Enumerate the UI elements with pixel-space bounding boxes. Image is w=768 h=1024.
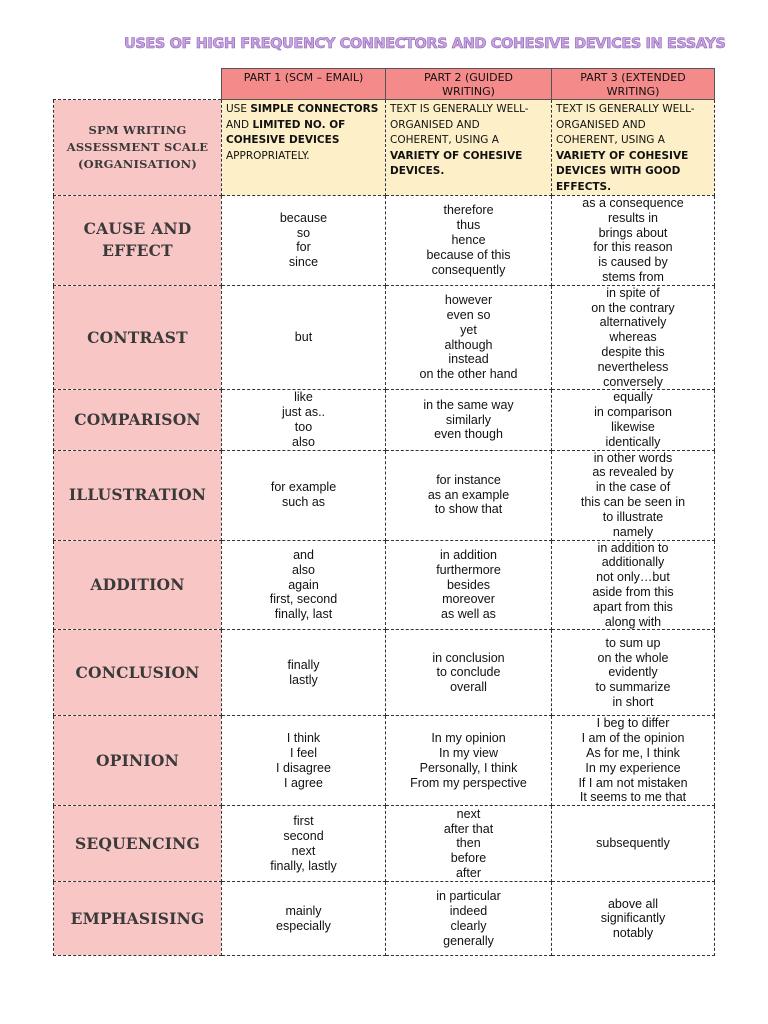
- connector-item: indeed: [449, 904, 488, 919]
- category-label-line: OPINION: [96, 750, 179, 770]
- category-row: [54, 806, 715, 882]
- connector-item: in the same way: [423, 397, 514, 412]
- empty-corner-cell: [54, 69, 222, 100]
- connector-item: likewise: [611, 419, 655, 434]
- connector-item: thus: [456, 218, 481, 233]
- category-row: [54, 882, 715, 956]
- connector-item: In my experience: [585, 760, 681, 775]
- category-label: [54, 450, 222, 540]
- connector-item: is caused by: [598, 255, 668, 270]
- part1-desc-seg: USE: [226, 103, 251, 115]
- part3-desc-line: EFFECTS.: [556, 180, 612, 193]
- connector-item: finally, last: [274, 607, 333, 622]
- category-label: [54, 882, 222, 956]
- part2-desc-line: DEVICES.: [390, 165, 445, 177]
- connector-item: and: [293, 547, 314, 562]
- connector-item: similarly: [445, 412, 492, 427]
- scale-label-line: ASSESSMENT SCALE: [66, 140, 209, 154]
- connectors-table: [53, 68, 715, 956]
- connector-item: lastly: [289, 672, 318, 687]
- connector-item: conversely: [603, 374, 663, 389]
- connector-item: stems from: [602, 269, 664, 284]
- part2-header-line1: PART 2 (GUIDED: [423, 71, 513, 84]
- category-label: [54, 716, 222, 806]
- connector-item: above all: [607, 896, 659, 911]
- part2-connectors-cell: [386, 806, 552, 882]
- connector-item: after: [455, 866, 481, 881]
- connector-item: I think: [286, 731, 321, 746]
- part3-connectors-cell: [552, 882, 715, 956]
- part2-connectors-cell: [386, 540, 552, 630]
- connector-item: namely: [612, 524, 654, 539]
- part2-description: [386, 100, 552, 196]
- connector-item: on the other hand: [419, 367, 518, 382]
- connector-item: instead: [448, 352, 489, 367]
- connector-item: like: [294, 390, 313, 405]
- category-label: [54, 540, 222, 630]
- part2-connectors-cell: [386, 882, 552, 956]
- category-label: [54, 390, 222, 450]
- category-label: [54, 285, 222, 390]
- category-label: [54, 196, 222, 286]
- part2-connectors-cell: [386, 630, 552, 716]
- part2-desc-line: VARIETY OF COHESIVE: [390, 149, 523, 162]
- connector-item: even so: [446, 307, 491, 322]
- part1-connectors-cell: [222, 196, 386, 286]
- category-label-line: EMPHASISING: [70, 908, 205, 928]
- part1-desc-seg: LIMITED NO. OF COHESIVE DEVICES: [226, 118, 346, 146]
- header-row: [54, 69, 715, 100]
- connector-item: next: [291, 843, 316, 858]
- connector-item: in other words: [593, 450, 673, 465]
- connector-item: furthermore: [436, 562, 501, 577]
- part2-desc-line: COHERENT, USING A: [390, 134, 499, 146]
- connector-item: It seems to me that: [579, 790, 687, 805]
- part2-connectors-cell: [386, 716, 552, 806]
- part1-connectors-cell: [222, 806, 386, 882]
- connector-item: despite this: [601, 344, 665, 359]
- part1-connectors-cell: [222, 716, 386, 806]
- connector-item: as a consequence: [582, 196, 684, 210]
- part3-connectors-cell: [552, 285, 715, 390]
- part2-connectors-cell: [386, 285, 552, 390]
- connector-item: as an example: [427, 487, 510, 502]
- part3-connectors-cell: [552, 630, 715, 716]
- part3-connectors-cell: [552, 450, 715, 540]
- category-row: [54, 390, 715, 450]
- category-row: [54, 285, 715, 390]
- category-label-line: CAUSE AND: [83, 219, 192, 239]
- connector-item: next: [456, 806, 481, 821]
- connector-item: second: [283, 829, 324, 844]
- connector-item: I feel: [289, 746, 318, 761]
- connector-item: also: [292, 434, 315, 449]
- connector-item: As for me, I think: [586, 746, 680, 761]
- category-row: [54, 716, 715, 806]
- connector-item: as well as: [441, 607, 496, 622]
- connector-item: mainly: [285, 904, 322, 919]
- part1-connectors-cell: [222, 630, 386, 716]
- connector-item: in addition to: [597, 540, 669, 555]
- connector-item: in short: [612, 695, 654, 710]
- connector-item: to show that: [434, 502, 503, 517]
- connector-item: identically: [605, 434, 661, 449]
- part3-connectors-cell: [552, 196, 715, 286]
- connector-item: however: [444, 293, 493, 308]
- connector-item: yet: [460, 322, 477, 337]
- connector-item: in conclusion: [432, 650, 505, 665]
- connector-item: significantly: [600, 911, 666, 926]
- part3-desc-line: ORGANISED AND: [556, 118, 646, 131]
- connector-item: whereas: [609, 330, 657, 345]
- connector-item: hence: [451, 232, 486, 247]
- connector-item: in addition: [440, 547, 497, 562]
- part2-desc-line: ORGANISED AND: [390, 118, 480, 131]
- connector-item: on the contrary: [591, 300, 675, 315]
- part3-connectors-cell: [552, 716, 715, 806]
- connector-item: nevertheless: [597, 359, 669, 374]
- part2-connectors-cell: [386, 450, 552, 540]
- connector-item: also: [292, 562, 315, 577]
- connector-item: I agree: [284, 775, 323, 790]
- connector-item: even though: [434, 427, 503, 442]
- connector-item: to summarize: [595, 680, 671, 695]
- part3-desc-line: VARIETY OF COHESIVE: [556, 149, 689, 162]
- connector-item: too: [294, 419, 313, 434]
- part1-desc-seg: APPROPRIATELY.: [226, 149, 310, 162]
- connector-item: subsequently: [596, 836, 670, 851]
- part3-desc-line: TEXT IS GENERALLY WELL-: [556, 103, 695, 115]
- connector-item: such as: [281, 495, 326, 510]
- connector-item: alternatively: [599, 315, 667, 330]
- connector-item: as revealed by: [592, 465, 674, 480]
- connector-item: I disagree: [276, 760, 331, 775]
- part1-desc-seg: AND: [226, 118, 253, 131]
- assessment-scale-row: [54, 100, 715, 196]
- part1-desc-seg: SIMPLE CONNECTORS: [250, 103, 379, 115]
- part1-connectors-cell: [222, 390, 386, 450]
- connector-item: for instance: [436, 472, 501, 487]
- part3-desc-line: COHERENT, USING A: [556, 134, 665, 146]
- connector-item: notably: [612, 926, 654, 941]
- connector-item: this can be seen in: [580, 495, 686, 510]
- connector-item: Personally, I think: [419, 760, 518, 775]
- connector-item: to conclude: [436, 665, 501, 680]
- connector-item: especially: [276, 918, 331, 933]
- connector-item: besides: [446, 577, 491, 592]
- assessment-scale-label: [54, 100, 222, 196]
- part1-connectors-cell: [222, 450, 386, 540]
- part3-connectors-cell: [552, 806, 715, 882]
- part2-connectors-cell: [386, 196, 552, 286]
- category-row: [54, 196, 715, 286]
- connector-item: I beg to differ: [596, 716, 670, 731]
- connector-item: clearly: [450, 918, 487, 933]
- category-row: [54, 630, 715, 716]
- part1-header: [222, 69, 386, 100]
- connector-item: to illustrate: [602, 509, 664, 524]
- connector-item: for example: [270, 480, 337, 495]
- part1-connectors-cell: [222, 540, 386, 630]
- connector-item: generally: [443, 933, 494, 948]
- connector-item: I am of the opinion: [581, 731, 685, 746]
- part1-connectors-cell: [222, 285, 386, 390]
- connector-item: From my perspective: [410, 775, 527, 790]
- connector-item: not only…but: [596, 570, 670, 585]
- connector-item: for this reason: [593, 240, 673, 255]
- part3-header-line1: PART 3 (EXTENDED: [580, 71, 686, 84]
- connector-item: aside from this: [592, 584, 674, 599]
- connector-item: finally, lastly: [270, 858, 337, 873]
- connector-item: equally: [613, 390, 653, 405]
- part3-desc-line: DEVICES WITH GOOD: [556, 165, 681, 177]
- category-label: [54, 630, 222, 716]
- category-label-line: EFFECT: [102, 241, 173, 261]
- connector-item: on the whole: [597, 650, 669, 665]
- connector-item: In my view: [438, 746, 499, 761]
- connector-item: in the case of: [595, 480, 671, 495]
- category-label-line: SEQUENCING: [74, 833, 200, 853]
- connector-item: since: [288, 255, 319, 270]
- category-label-line: ILLUSTRATION: [68, 485, 207, 505]
- connector-item: consequently: [431, 262, 506, 277]
- part2-header: [386, 69, 552, 100]
- connector-item: for: [296, 240, 311, 255]
- connector-item: brings about: [598, 225, 668, 240]
- scale-label-line: SPM WRITING: [88, 123, 187, 137]
- part3-header-line2: WRITING): [606, 85, 660, 98]
- part2-desc-line: TEXT IS GENERALLY WELL-: [390, 103, 529, 115]
- connector-item: overall: [450, 680, 487, 695]
- scale-label-line: (ORGANISATION): [78, 157, 197, 171]
- part3-header: [552, 69, 715, 100]
- connector-item: after that: [443, 821, 494, 836]
- part2-connectors-cell: [386, 390, 552, 450]
- connector-item: along with: [604, 614, 662, 629]
- part1-description: [222, 100, 386, 196]
- connector-item: evidently: [608, 665, 658, 680]
- connector-item: apart from this: [593, 599, 673, 614]
- connector-item: additionally: [601, 555, 665, 570]
- connector-item: but: [294, 330, 313, 345]
- category-row: [54, 540, 715, 630]
- category-label-line: ADDITION: [90, 574, 185, 594]
- part1-connectors-cell: [222, 882, 386, 956]
- connector-item: again: [288, 577, 319, 592]
- connector-item: because of this: [426, 247, 511, 262]
- connector-item: to sum up: [605, 635, 661, 650]
- connector-item: first: [293, 814, 314, 829]
- category-label-line: COMPARISON: [74, 409, 201, 429]
- category-label: [54, 806, 222, 882]
- connector-item: therefore: [443, 203, 494, 218]
- part2-header-line2: WRITING): [442, 85, 495, 98]
- connector-item: If I am not mistaken: [578, 775, 688, 790]
- connector-item: because: [279, 210, 328, 225]
- connector-item: then: [456, 836, 481, 851]
- connector-item: first, second: [269, 592, 338, 607]
- connector-item: in comparison: [594, 405, 672, 420]
- connector-item: results in: [607, 210, 659, 225]
- part1-header-text: PART 1 (SCM – EMAIL): [243, 71, 364, 84]
- connector-item: In my opinion: [431, 731, 506, 746]
- category-label-line: CONTRAST: [87, 327, 188, 347]
- category-row: [54, 450, 715, 540]
- page-title: USES OF HIGH FREQUENCY CONNECTORS AND COHESIVE DEVICES IN ESSAYS: [124, 36, 726, 52]
- part3-connectors-cell: [552, 540, 715, 630]
- connector-item: finally: [287, 658, 320, 673]
- part3-description: [552, 100, 715, 196]
- connector-item: in particular: [436, 889, 501, 904]
- connector-item: in spite of: [606, 285, 660, 300]
- connector-item: just as..: [281, 405, 326, 420]
- connector-item: although: [444, 337, 493, 352]
- connector-item: before: [450, 851, 487, 866]
- category-label-line: CONCLUSION: [75, 662, 200, 682]
- connector-item: moreover: [442, 592, 495, 607]
- part3-connectors-cell: [552, 390, 715, 450]
- connector-item: so: [296, 225, 311, 240]
